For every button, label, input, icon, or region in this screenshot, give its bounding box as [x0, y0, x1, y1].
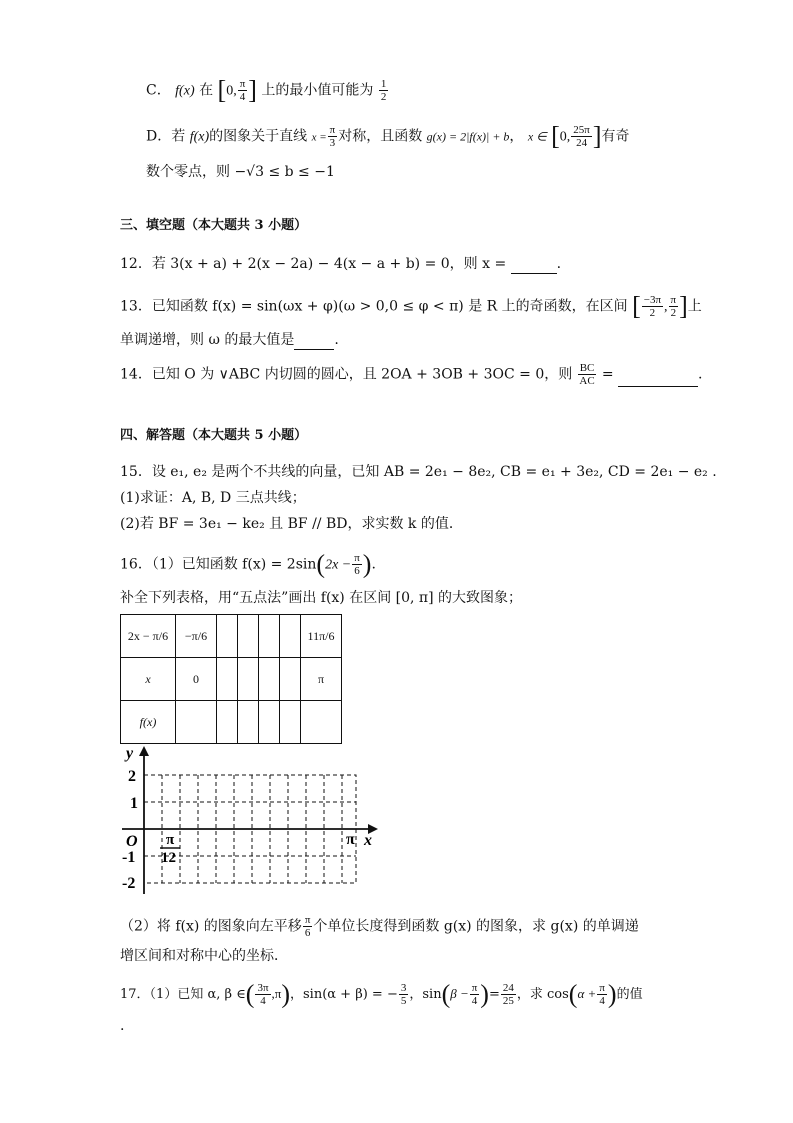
table-cell: f(x) [121, 701, 176, 744]
five-point-table [120, 614, 342, 744]
question-16: 16．（1）已知函数 f(x) = 2sin(2x − $\frac{\pi}{6}$ ). [120, 549, 376, 579]
question-13-line2: 单调递增，则 ω 的最大值是 . [120, 332, 339, 348]
table-cell[interactable] [217, 658, 238, 701]
origin-label: O [126, 833, 138, 850]
table-cell: −π/6 [176, 615, 217, 658]
x-tick-pi12-denominator: 12 [161, 850, 176, 866]
table-cell: π [301, 658, 342, 701]
24-over-25: $\frac{24}{25}$ [502, 982, 514, 1007]
question-17: 17．（1）已知 α, β ∈( $\frac{3\pi}{4}$ ,π)，sin(α + β) = − $\frac{3}{5}$ ，sin(β − $\frac{\pi}{4}$ )= $\frac{24}{25}$ ，求 cos(α + $\frac{\pi}{4}$ )的值 [120, 979, 643, 1009]
pi-over-2: $\frac{\pi}{2}$ [670, 294, 677, 319]
neg-3pi-over-2: $\frac{-3\pi}{2}$ [643, 294, 662, 319]
pi-over-4: $\frac{\pi}{4}$ [239, 78, 246, 103]
question-15-part2: (2)若 BF = 3e₁ − ke₂ 且 BF // BD，求实数 k 的值． [120, 516, 463, 532]
three-fifths: $\frac{3}{5}$ [400, 982, 407, 1007]
3pi-over-4: $\frac{3\pi}{4}$ [257, 982, 269, 1007]
table-cell[interactable] [238, 658, 259, 701]
question-16-part2-line2: 增区间和对称中心的坐标． [120, 948, 288, 964]
y-tick-label: 2 [128, 768, 136, 785]
y-axis-label: y [126, 745, 134, 762]
table-cell: 2x − π/6 [121, 615, 176, 658]
question-17-line2: . [120, 1018, 125, 1034]
section-4-title: 四、解答题（本大题共 5 小题） [120, 428, 308, 443]
table-cell[interactable] [280, 615, 301, 658]
question-16-line2: 补全下列表格，用“五点法”画出 f(x) 在区间 [0, π] 的大致图象； [120, 590, 523, 606]
table-cell[interactable] [259, 615, 280, 658]
table-cell[interactable] [238, 615, 259, 658]
table-cell: 0 [176, 658, 217, 701]
x-tick-pi12-numerator: π [166, 832, 175, 848]
answer-blank-12 [511, 259, 557, 274]
option-d-line2: 数个零点，则 −√3 ≤ b ≤ −1 [146, 164, 335, 180]
table-cell[interactable] [259, 658, 280, 701]
answer-blank-14 [618, 372, 698, 387]
table-row [121, 701, 342, 744]
table-cell[interactable] [217, 701, 238, 744]
x-axis-label: x [364, 832, 372, 849]
table-cell[interactable] [259, 701, 280, 744]
question-13: 13．已知函数 f(x) = sin(ωx + φ)(ω > 0,0 ≤ φ < π) 是 R 上的奇函数，在区间 [ $\frac{-3\pi}{2}$ , $\frac{\pi}{2}$ ]上 [120, 291, 702, 321]
question-16-part2: （2）将 f(x) 的图象向左平移 $\frac{\pi}{6}$ 个单位长度得到函数 g(x) 的图象，求 g(x) 的单调递 [120, 914, 639, 939]
pi-over-4-beta: $\frac{\pi}{4}$ [471, 982, 478, 1007]
y-axis-arrow [139, 746, 149, 756]
table-cell[interactable] [280, 658, 301, 701]
pi-over-6: $\frac{\pi}{6}$ [354, 552, 360, 577]
option-c: C． f(x) 在 [0, $\frac{\pi}{4}$ ] 上的最小值可能为 $\frac{1}{2}$ [146, 75, 387, 105]
table-cell[interactable] [301, 701, 342, 744]
table-cell: 11π/6 [301, 615, 342, 658]
table-cell[interactable] [238, 701, 259, 744]
one-half: $\frac{1}{2}$ [380, 78, 387, 103]
section-3-title: 三、填空题（本大题共 3 小题） [120, 218, 308, 233]
y-tick-label: -2 [122, 875, 136, 892]
y-tick-label: 1 [130, 795, 138, 812]
bc-over-ac: $\frac{BC}{AC}$ [579, 362, 595, 387]
table-cell[interactable] [280, 701, 301, 744]
pi-over-6-shift: $\frac{\pi}{6}$ [304, 914, 311, 939]
table-row [121, 615, 342, 658]
question-14: 14．已知 O 为 ∨ABC 内切圆的圆心，且 2OA + 3OB + 3OC = 0，则 $\frac{BC}{AC}$ = . [120, 362, 703, 387]
question-15-part1: (1)求证：A, B, D 三点共线； [120, 490, 306, 506]
question-12: 12．若 3(x + a) + 2(x − 2a) − 4(x − a + b) = 0，则 x = . [120, 256, 562, 272]
pi-over-4-alpha: $\frac{\pi}{4}$ [599, 982, 605, 1007]
coordinate-grid[interactable] [118, 744, 388, 894]
y-tick-label: -1 [122, 849, 136, 866]
table-cell: x [121, 658, 176, 701]
table-cell[interactable] [217, 615, 238, 658]
question-15: 15．设 e₁, e₂ 是两个不共线的向量，已知 AB = 2e₁ − 8e₂, CB = e₁ + 3e₂, CD = 2e₁ − e₂ . [120, 464, 717, 480]
pi-over-3: $\frac{\pi}{3}$ [329, 124, 336, 149]
x-tick-pi: π [346, 831, 355, 848]
table-cell[interactable] [176, 701, 217, 744]
answer-blank-13 [294, 335, 334, 350]
option-d: D．若 f(x)的图象关于直线 x = $\frac{\pi}{3}$ 对称，且函数 g(x) = 2|f(x)| + b， x ∈ [0, $\frac{25\pi}{24}$ ]有奇 [146, 121, 630, 151]
25pi-over-24: $\frac{25\pi}{24}$ [573, 124, 590, 149]
table-row [121, 658, 342, 701]
